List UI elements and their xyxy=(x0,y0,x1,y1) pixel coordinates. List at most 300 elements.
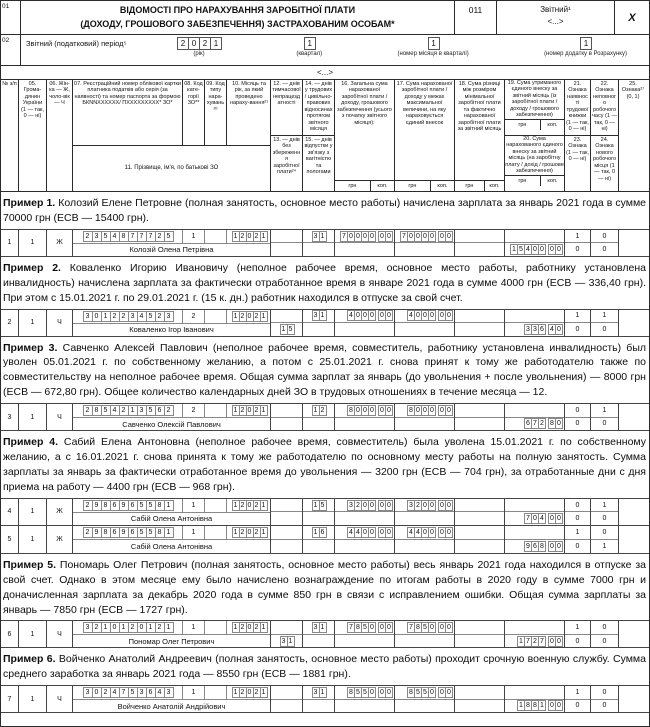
month-year-digit-cell[interactable]: 1 xyxy=(232,622,240,633)
row-number-cell[interactable]: 5 xyxy=(1,526,19,553)
digit-cell[interactable]: 0 xyxy=(361,500,369,511)
person-name-cell[interactable]: Сабій Олена Антонівна xyxy=(130,514,213,524)
flag-24-new-workplace-cell[interactable]: 0 xyxy=(602,637,607,645)
digit-cell[interactable]: 0 xyxy=(438,527,446,538)
month-year-digit-cell[interactable]: 0 xyxy=(246,687,254,698)
digit-cell[interactable]: 5 xyxy=(421,622,429,633)
digit-cell[interactable]: 2 xyxy=(538,418,546,429)
taxid-cell[interactable] xyxy=(73,310,183,323)
taxid-digit-cell[interactable]: 2 xyxy=(83,527,93,538)
taxid-digit-cell[interactable]: 2 xyxy=(83,231,93,242)
digit-cell[interactable]: 1 xyxy=(517,636,525,647)
month-year-digit-cell[interactable]: 2 xyxy=(253,311,261,322)
digit-cell[interactable]: 0 xyxy=(407,231,415,242)
month-year-digit-cell[interactable]: 1 xyxy=(232,500,240,511)
citizen-ukraine-cell[interactable]: 1 xyxy=(19,230,47,256)
month-year-digit-cell[interactable]: 2 xyxy=(239,311,247,322)
digit-cell[interactable]: 0 xyxy=(385,500,393,511)
digit-cell[interactable]: 8 xyxy=(531,700,539,711)
digit-cell[interactable]: 0 xyxy=(368,310,376,321)
total-accrued-cell[interactable] xyxy=(335,230,394,244)
taxid-digit-cell[interactable]: 9 xyxy=(92,500,102,511)
taxid-digit-cell[interactable]: 8 xyxy=(155,500,165,511)
days-employment-cell[interactable] xyxy=(303,621,334,635)
days-sick-cell[interactable] xyxy=(271,526,302,540)
digit-cell[interactable]: 3 xyxy=(407,500,415,511)
digit-cell[interactable]: 5 xyxy=(517,244,525,255)
taxid-digit-cell[interactable]: 3 xyxy=(164,311,174,322)
accrual-type-cell[interactable] xyxy=(205,686,227,699)
flag-22-part-time-cell[interactable]: 1 xyxy=(591,404,618,418)
digit-cell[interactable]: 0 xyxy=(438,687,446,698)
taxid-digit-cell[interactable]: 3 xyxy=(83,622,93,633)
accrued-esv-cell[interactable] xyxy=(505,243,564,256)
digit-cell[interactable]: 8 xyxy=(347,405,355,416)
appendix-number-input[interactable]: 1 xyxy=(580,37,592,50)
digit-cell[interactable]: 9 xyxy=(524,541,532,552)
category-code-cell[interactable]: 1 xyxy=(183,686,205,699)
taxid-digit-cell[interactable]: 8 xyxy=(101,527,111,538)
digit-cell[interactable]: 0 xyxy=(414,231,422,242)
digit-cell[interactable]: 0 xyxy=(354,231,362,242)
flag-23-cell[interactable]: 0 xyxy=(575,515,580,523)
digit-cell[interactable]: 3 xyxy=(312,231,320,242)
digit-cell[interactable]: 0 xyxy=(445,310,453,321)
digit-cell[interactable]: 0 xyxy=(555,244,563,255)
withheld-esv-cell[interactable] xyxy=(505,310,564,324)
digit-cell[interactable]: 2 xyxy=(414,500,422,511)
digit-cell[interactable]: 0 xyxy=(368,687,376,698)
digit-cell[interactable]: 8 xyxy=(354,622,362,633)
digit-cell[interactable]: 4 xyxy=(524,244,532,255)
digit-cell[interactable]: 0 xyxy=(438,310,446,321)
month-in-quarter-input[interactable]: 1 xyxy=(428,37,440,50)
taxid-digit-cell[interactable]: 3 xyxy=(164,687,174,698)
month-year-digit-cell[interactable]: 2 xyxy=(239,687,247,698)
min-wage-diff-cell[interactable] xyxy=(455,526,504,540)
digit-cell[interactable]: 0 xyxy=(428,622,436,633)
taxid-digit-cell[interactable]: 2 xyxy=(92,622,102,633)
digit-cell[interactable]: 6 xyxy=(538,324,546,335)
within-max-cell-2[interactable] xyxy=(395,635,454,648)
digit-cell[interactable]: 4 xyxy=(347,310,355,321)
accrual-type-cell[interactable] xyxy=(205,230,227,243)
taxid-cell[interactable] xyxy=(73,404,183,417)
taxid-digit-cell[interactable]: 1 xyxy=(164,527,174,538)
flag-25-cell[interactable] xyxy=(619,499,647,525)
within-max-cell-2[interactable] xyxy=(395,700,454,713)
row-number-cell[interactable]: 3 xyxy=(1,404,19,430)
digit-cell[interactable]: 0 xyxy=(378,687,386,698)
digit-cell[interactable]: 3 xyxy=(312,687,320,698)
digit-cell[interactable]: 0 xyxy=(548,636,556,647)
taxid-digit-cell[interactable]: 5 xyxy=(101,231,111,242)
min-wage-diff-cell[interactable] xyxy=(455,686,504,700)
within-max-cell[interactable] xyxy=(395,404,454,418)
flag-24-new-workplace-cell[interactable]: 1 xyxy=(602,542,607,550)
gender-cell[interactable]: Ж xyxy=(47,526,73,553)
total-accrued-cell[interactable] xyxy=(335,621,394,635)
row-number-cell[interactable]: 2 xyxy=(1,310,19,336)
days-unpaid-cell[interactable] xyxy=(271,323,302,336)
row-number-cell[interactable]: 7 xyxy=(1,686,19,712)
taxid-digit-cell[interactable]: 6 xyxy=(110,500,120,511)
digit-cell[interactable]: 6 xyxy=(524,418,532,429)
accrued-esv-cell[interactable] xyxy=(505,540,564,553)
digit-cell[interactable]: 0 xyxy=(445,687,453,698)
citizen-ukraine-cell[interactable]: 1 xyxy=(19,499,47,525)
digit-cell[interactable]: 0 xyxy=(385,687,393,698)
accrual-type-cell[interactable] xyxy=(205,526,227,539)
accrual-type-cell[interactable] xyxy=(205,404,227,417)
digit-cell[interactable]: 5 xyxy=(319,500,327,511)
accrued-esv-cell[interactable] xyxy=(505,323,564,336)
month-year-digit-cell[interactable]: 2 xyxy=(253,500,261,511)
taxid-digit-cell[interactable]: 1 xyxy=(146,622,156,633)
taxid-digit-cell[interactable]: 2 xyxy=(110,311,120,322)
year-digit-cell[interactable]: 2 xyxy=(199,37,211,50)
digit-cell[interactable]: 0 xyxy=(385,405,393,416)
gender-cell[interactable]: Ч xyxy=(47,621,73,647)
digit-cell[interactable]: 8 xyxy=(538,541,546,552)
category-code-cell[interactable]: 1 xyxy=(183,230,205,243)
month-year-digit-cell[interactable]: 2 xyxy=(239,231,247,242)
accrued-esv-cell[interactable] xyxy=(505,418,564,431)
days-maternity-cell[interactable] xyxy=(303,323,334,336)
digit-cell[interactable]: 5 xyxy=(421,687,429,698)
quarter-input[interactable]: 1 xyxy=(304,37,316,50)
digit-cell[interactable]: 8 xyxy=(347,687,355,698)
year-input[interactable] xyxy=(177,37,221,50)
digit-cell[interactable]: 0 xyxy=(445,405,453,416)
digit-cell[interactable]: 7 xyxy=(538,636,546,647)
digit-cell[interactable]: 0 xyxy=(414,310,422,321)
taxid-digit-cell[interactable]: 6 xyxy=(155,405,165,416)
gender-cell[interactable]: Ж xyxy=(47,230,73,256)
total-accrued-cell[interactable] xyxy=(335,499,394,513)
taxid-digit-cell[interactable]: 5 xyxy=(137,500,147,511)
taxid-digit-cell[interactable]: 8 xyxy=(92,405,102,416)
digit-cell[interactable]: 0 xyxy=(378,622,386,633)
total-accrued-cell[interactable] xyxy=(335,686,394,700)
digit-cell[interactable]: 0 xyxy=(385,527,393,538)
digit-cell[interactable]: 1 xyxy=(510,244,518,255)
taxid-digit-cell[interactable]: 4 xyxy=(110,687,120,698)
digit-cell[interactable]: 7 xyxy=(347,622,355,633)
taxid-digit-cell[interactable]: 2 xyxy=(155,622,165,633)
digit-cell[interactable]: 1 xyxy=(312,405,320,416)
flag-21-labour-book-cell[interactable]: 1 xyxy=(565,686,590,700)
taxid-digit-cell[interactable]: 2 xyxy=(155,311,165,322)
digit-cell[interactable]: 1 xyxy=(312,527,320,538)
taxid-digit-cell[interactable]: 0 xyxy=(92,687,102,698)
category-code-cell[interactable]: 2 xyxy=(183,404,205,417)
withheld-esv-cell[interactable] xyxy=(505,499,564,513)
digit-cell[interactable]: 0 xyxy=(354,405,362,416)
flag-21-labour-book-cell[interactable]: 1 xyxy=(565,621,590,635)
taxid-digit-cell[interactable]: 8 xyxy=(101,500,111,511)
citizen-ukraine-cell[interactable]: 1 xyxy=(19,686,47,712)
month-year-digit-cell[interactable]: 1 xyxy=(260,231,268,242)
total-accrued-cell-2[interactable] xyxy=(335,243,394,256)
person-name-cell[interactable]: Савченко Олексій Павлович xyxy=(122,419,221,429)
flag-22-part-time-cell[interactable]: 0 xyxy=(591,230,618,244)
flag-25-cell[interactable] xyxy=(619,230,647,256)
taxid-digit-cell[interactable]: 1 xyxy=(119,622,129,633)
taxid-digit-cell[interactable]: 7 xyxy=(146,231,156,242)
taxid-digit-cell[interactable]: 5 xyxy=(101,405,111,416)
within-max-cell[interactable] xyxy=(395,310,454,324)
accrual-type-cell[interactable] xyxy=(205,621,227,634)
min-wage-diff-cell-2[interactable] xyxy=(455,700,504,713)
days-sick-cell[interactable] xyxy=(271,310,302,324)
digit-cell[interactable]: 7 xyxy=(524,636,532,647)
taxid-digit-cell[interactable]: 5 xyxy=(164,231,174,242)
gender-cell[interactable]: Ж xyxy=(47,499,73,525)
flag-24-new-workplace-cell[interactable]: 0 xyxy=(602,325,607,333)
within-max-cell-2[interactable] xyxy=(395,512,454,525)
taxid-digit-cell[interactable]: 7 xyxy=(137,231,147,242)
digit-cell[interactable]: 0 xyxy=(428,687,436,698)
year-digit-cell[interactable]: 1 xyxy=(210,37,222,50)
digit-cell[interactable]: 0 xyxy=(445,622,453,633)
digit-cell[interactable]: 0 xyxy=(555,418,563,429)
total-accrued-cell[interactable] xyxy=(335,404,394,418)
min-wage-diff-cell-2[interactable] xyxy=(455,540,504,553)
month-year-digit-cell[interactable]: 1 xyxy=(260,527,268,538)
taxid-digit-cell[interactable]: 5 xyxy=(137,527,147,538)
taxid-digit-cell[interactable]: 3 xyxy=(83,687,93,698)
digit-cell[interactable]: 1 xyxy=(319,687,327,698)
taxid-digit-cell[interactable]: 1 xyxy=(128,405,138,416)
month-year-digit-cell[interactable]: 1 xyxy=(232,527,240,538)
digit-cell[interactable]: 4 xyxy=(354,527,362,538)
digit-cell[interactable]: 0 xyxy=(548,541,556,552)
digit-cell[interactable]: 8 xyxy=(548,418,556,429)
taxid-digit-cell[interactable]: 9 xyxy=(119,500,129,511)
flag-24-new-workplace-cell[interactable]: 0 xyxy=(602,702,607,710)
digit-cell[interactable]: 0 xyxy=(538,244,546,255)
total-accrued-cell[interactable] xyxy=(335,526,394,540)
digit-cell[interactable]: 3 xyxy=(312,622,320,633)
min-wage-diff-cell-2[interactable] xyxy=(455,323,504,336)
month-year-digit-cell[interactable]: 1 xyxy=(260,405,268,416)
taxid-digit-cell[interactable]: 8 xyxy=(155,527,165,538)
month-year-digit-cell[interactable]: 0 xyxy=(246,527,254,538)
min-wage-diff-cell[interactable] xyxy=(455,310,504,324)
digit-cell[interactable]: 0 xyxy=(555,324,563,335)
flag-25-cell[interactable] xyxy=(619,621,647,647)
digit-cell[interactable]: 0 xyxy=(361,527,369,538)
taxid-digit-cell[interactable]: 7 xyxy=(119,687,129,698)
taxid-digit-cell[interactable]: 4 xyxy=(137,311,147,322)
month-year-digit-cell[interactable]: 2 xyxy=(253,622,261,633)
digit-cell[interactable]: 3 xyxy=(347,500,355,511)
days-unpaid-cell[interactable] xyxy=(271,243,302,256)
taxid-digit-cell[interactable]: 3 xyxy=(137,405,147,416)
digit-cell[interactable]: 0 xyxy=(548,700,556,711)
digit-cell[interactable]: 1 xyxy=(517,700,525,711)
person-name-cell[interactable]: Пономар Олег Петрович xyxy=(128,636,215,646)
citizen-ukraine-cell[interactable]: 1 xyxy=(19,310,47,336)
digit-cell[interactable]: 0 xyxy=(378,500,386,511)
digit-cell[interactable]: 7 xyxy=(524,513,532,524)
taxid-digit-cell[interactable]: 2 xyxy=(128,622,138,633)
row-number-cell[interactable]: 4 xyxy=(1,499,19,525)
flag-23-cell[interactable]: 0 xyxy=(575,325,580,333)
month-year-digit-cell[interactable]: 2 xyxy=(239,405,247,416)
taxid-cell[interactable] xyxy=(73,621,183,634)
year-digit-cell[interactable]: 0 xyxy=(188,37,200,50)
days-unpaid-cell[interactable] xyxy=(271,418,302,431)
days-employment-cell[interactable] xyxy=(303,404,334,418)
taxid-digit-cell[interactable]: 4 xyxy=(110,231,120,242)
total-accrued-cell[interactable] xyxy=(335,310,394,324)
accrual-type-cell[interactable] xyxy=(205,310,227,323)
month-year-cell[interactable] xyxy=(227,404,271,417)
days-maternity-cell[interactable] xyxy=(303,512,334,525)
days-maternity-cell[interactable] xyxy=(303,243,334,256)
person-name-cell[interactable]: Войченко Анатолій Андрійович xyxy=(117,701,226,711)
total-accrued-cell-2[interactable] xyxy=(335,700,394,713)
taxid-digit-cell[interactable]: 1 xyxy=(101,622,111,633)
month-year-digit-cell[interactable]: 2 xyxy=(253,527,261,538)
digit-cell[interactable]: 0 xyxy=(428,527,436,538)
within-max-cell[interactable] xyxy=(395,621,454,635)
person-name-cell[interactable]: Сабій Олена Антонівна xyxy=(130,541,213,551)
digit-cell[interactable]: 0 xyxy=(548,513,556,524)
withheld-esv-cell[interactable] xyxy=(505,404,564,418)
taxid-cell[interactable] xyxy=(73,499,183,512)
month-year-digit-cell[interactable]: 0 xyxy=(246,311,254,322)
taxid-digit-cell[interactable]: 1 xyxy=(101,311,111,322)
month-year-digit-cell[interactable]: 2 xyxy=(239,622,247,633)
digit-cell[interactable]: 0 xyxy=(421,405,429,416)
row-number-cell[interactable]: 6 xyxy=(1,621,19,647)
month-year-digit-cell[interactable]: 1 xyxy=(232,231,240,242)
digit-cell[interactable]: 0 xyxy=(421,231,429,242)
month-year-digit-cell[interactable]: 0 xyxy=(246,500,254,511)
flag-22-part-time-cell[interactable]: 0 xyxy=(591,686,618,700)
digit-cell[interactable]: 0 xyxy=(368,500,376,511)
total-accrued-cell-2[interactable] xyxy=(335,418,394,431)
taxid-digit-cell[interactable]: 6 xyxy=(146,687,156,698)
taxid-digit-cell[interactable]: 0 xyxy=(137,622,147,633)
taxid-digit-cell[interactable]: 5 xyxy=(128,687,138,698)
flag-25-cell[interactable] xyxy=(619,404,647,430)
days-sick-cell[interactable] xyxy=(271,499,302,513)
days-maternity-cell[interactable] xyxy=(303,540,334,553)
days-maternity-cell[interactable] xyxy=(303,635,334,648)
digit-cell[interactable]: 0 xyxy=(385,622,393,633)
digit-cell[interactable]: 8 xyxy=(407,405,415,416)
within-max-cell[interactable] xyxy=(395,686,454,700)
year-digit-cell[interactable]: 2 xyxy=(177,37,189,50)
month-year-digit-cell[interactable]: 2 xyxy=(239,500,247,511)
taxid-digit-cell[interactable]: 1 xyxy=(164,500,174,511)
taxid-digit-cell[interactable]: 4 xyxy=(155,687,165,698)
digit-cell[interactable]: 0 xyxy=(368,231,376,242)
flag-24-new-workplace-cell[interactable]: 0 xyxy=(602,246,607,254)
min-wage-diff-cell-2[interactable] xyxy=(455,512,504,525)
digit-cell[interactable]: 0 xyxy=(428,500,436,511)
digit-cell[interactable]: 3 xyxy=(312,310,320,321)
days-employment-cell[interactable] xyxy=(303,686,334,700)
flag-21-labour-book-cell[interactable]: 1 xyxy=(565,310,590,324)
digit-cell[interactable]: 0 xyxy=(531,244,539,255)
taxid-digit-cell[interactable]: 1 xyxy=(164,622,174,633)
withheld-esv-cell[interactable] xyxy=(505,526,564,540)
digit-cell[interactable]: 0 xyxy=(385,310,393,321)
taxid-digit-cell[interactable]: 2 xyxy=(119,405,129,416)
taxid-cell[interactable] xyxy=(73,230,183,243)
taxid-digit-cell[interactable]: 5 xyxy=(146,405,156,416)
taxid-digit-cell[interactable]: 4 xyxy=(110,405,120,416)
month-year-digit-cell[interactable]: 0 xyxy=(246,622,254,633)
taxid-digit-cell[interactable]: 6 xyxy=(128,527,138,538)
month-year-digit-cell[interactable]: 1 xyxy=(232,405,240,416)
within-max-cell-2[interactable] xyxy=(395,323,454,336)
days-maternity-cell[interactable] xyxy=(303,700,334,713)
flag-23-cell[interactable]: 0 xyxy=(575,420,580,428)
gender-cell[interactable]: Ч xyxy=(47,404,73,430)
month-year-digit-cell[interactable]: 1 xyxy=(232,311,240,322)
digit-cell[interactable]: 5 xyxy=(361,687,369,698)
digit-cell[interactable]: 0 xyxy=(368,527,376,538)
flag-22-part-time-cell[interactable]: 1 xyxy=(591,499,618,513)
gender-cell[interactable]: Ч xyxy=(47,686,73,712)
flag-22-part-time-cell[interactable]: 1 xyxy=(591,310,618,324)
digit-cell[interactable]: 0 xyxy=(354,310,362,321)
digit-cell[interactable]: 0 xyxy=(438,622,446,633)
digit-cell[interactable]: 0 xyxy=(548,244,556,255)
taxid-digit-cell[interactable]: 9 xyxy=(119,527,129,538)
citizen-ukraine-cell[interactable]: 1 xyxy=(19,621,47,647)
taxid-cell[interactable] xyxy=(73,526,183,539)
month-year-cell[interactable] xyxy=(227,310,271,323)
taxid-digit-cell[interactable]: 3 xyxy=(83,311,93,322)
digit-cell[interactable]: 0 xyxy=(555,541,563,552)
digit-cell[interactable]: 3 xyxy=(524,324,532,335)
category-code-cell[interactable]: 2 xyxy=(183,310,205,323)
within-max-cell[interactable] xyxy=(395,499,454,513)
flag-21-labour-book-cell[interactable]: 0 xyxy=(565,404,590,418)
digit-cell[interactable]: 8 xyxy=(414,622,422,633)
digit-cell[interactable]: 1 xyxy=(280,324,288,335)
total-accrued-cell-2[interactable] xyxy=(335,635,394,648)
taxid-digit-cell[interactable]: 3 xyxy=(128,311,138,322)
digit-cell[interactable]: 3 xyxy=(531,324,539,335)
digit-cell[interactable]: 1 xyxy=(319,231,327,242)
digit-cell[interactable]: 0 xyxy=(378,310,386,321)
digit-cell[interactable]: 0 xyxy=(555,700,563,711)
days-sick-cell[interactable] xyxy=(271,230,302,244)
month-year-cell[interactable] xyxy=(227,230,271,243)
total-accrued-cell-2[interactable] xyxy=(335,512,394,525)
taxid-digit-cell[interactable]: 6 xyxy=(110,527,120,538)
flag-24-new-workplace-cell[interactable]: 0 xyxy=(602,420,607,428)
taxid-digit-cell[interactable]: 3 xyxy=(92,231,102,242)
digit-cell[interactable]: 0 xyxy=(428,231,436,242)
flag-25-cell[interactable] xyxy=(619,686,647,712)
days-unpaid-cell[interactable] xyxy=(271,512,302,525)
days-employment-cell[interactable] xyxy=(303,230,334,244)
digit-cell[interactable]: 6 xyxy=(531,541,539,552)
days-maternity-cell[interactable] xyxy=(303,418,334,431)
days-unpaid-cell[interactable] xyxy=(271,700,302,713)
digit-cell[interactable]: 7 xyxy=(340,231,348,242)
digit-cell[interactable]: 0 xyxy=(445,231,453,242)
